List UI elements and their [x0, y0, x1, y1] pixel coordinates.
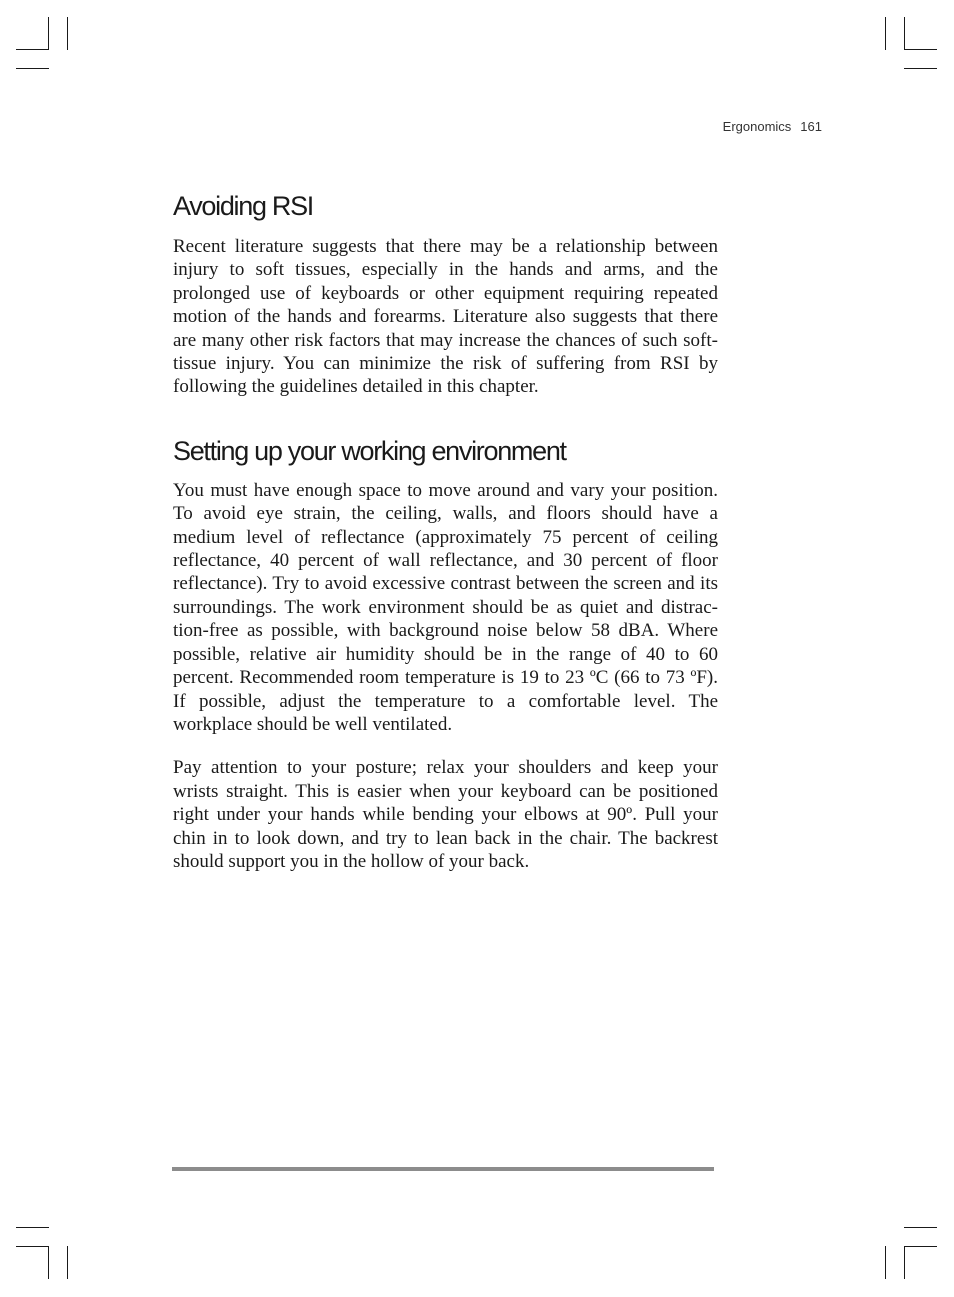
section-working-environment — [173, 433, 718, 874]
page-number: 161 — [800, 119, 822, 134]
crop-mark-top-right-vertical-inner — [885, 17, 886, 50]
crop-mark-bottom-right-vertical-inner — [885, 1246, 886, 1279]
crop-mark-bottom-right-horizontal-upper — [904, 1227, 937, 1228]
section-heading: Avoiding RSI — [173, 191, 313, 221]
crop-mark-bottom-left-horizontal-upper — [16, 1227, 49, 1228]
body-paragraph: Pay attention to your posture; relax your shoulders and keep your wrists straight. This is easier when your keyboard can be positioned right under your hands while bending your elbows at 90º. Pull your chin in to look down, and try to lean back in the chair. The backrest should support you in the hollow of your back. — [173, 757, 718, 872]
crop-mark-top-right-horizontal-lower — [904, 68, 937, 69]
section-heading: Setting up your working environment — [173, 435, 566, 466]
crop-mark-bottom-left-vertical-inner — [67, 1246, 68, 1279]
crop-mark-top-left-vertical-outer — [48, 17, 49, 50]
running-head-section: Ergonomics — [722, 119, 792, 134]
footer-rule — [172, 1167, 714, 1171]
body-paragraph: You must have enough space to move around and vary your position. To avoid eye strain, the ceiling, walls, and floors should have a medium level of reflectance (approximately 75 percent of ceiling reflectance, 40 percent of wall reflectance, and 30 percent of floor reflectance). Try to avoid excessive contrast between the screen and its surroundings. The work environment should be as quiet and distraction-free as possible, with background noise below 58 dBA. Where possible, relative air humidity should be in the range of 40 to 60 percent. Recommended room temperature is 19 to 23 ºC (66 to 73 ºF). If possible, adjust the temperature to a comfortable level. The workplace should be well ventilated. — [173, 479, 718, 735]
crop-mark-top-right-horizontal-upper — [904, 49, 937, 50]
crop-mark-bottom-right-horizontal-lower — [904, 1246, 937, 1247]
running-head — [723, 119, 822, 134]
crop-mark-top-left-horizontal-lower — [16, 68, 49, 69]
crop-mark-top-right-vertical-outer — [904, 17, 905, 50]
crop-mark-bottom-left-horizontal-lower — [16, 1246, 49, 1247]
crop-mark-bottom-left-vertical-outer — [48, 1246, 49, 1279]
section-avoiding-rsi — [173, 188, 718, 399]
body-paragraph: Recent literature suggests that there may be a relationship between injury to soft tissues, especially in the hands and arms, and the prolonged use of keyboards or other equipment requiring repeated motion of the hands and forearms. Literature also suggests that there are many other risk factors that may increase the chances of such soft-tissue injury. You can minimize the risk of suffering from RSI by following the guidelines detailed in this chapter. — [173, 236, 718, 398]
crop-mark-top-left-vertical-inner — [67, 17, 68, 50]
page-content — [173, 188, 718, 873]
crop-mark-bottom-right-vertical-outer — [904, 1246, 905, 1279]
crop-mark-top-left-horizontal-upper — [16, 49, 49, 50]
